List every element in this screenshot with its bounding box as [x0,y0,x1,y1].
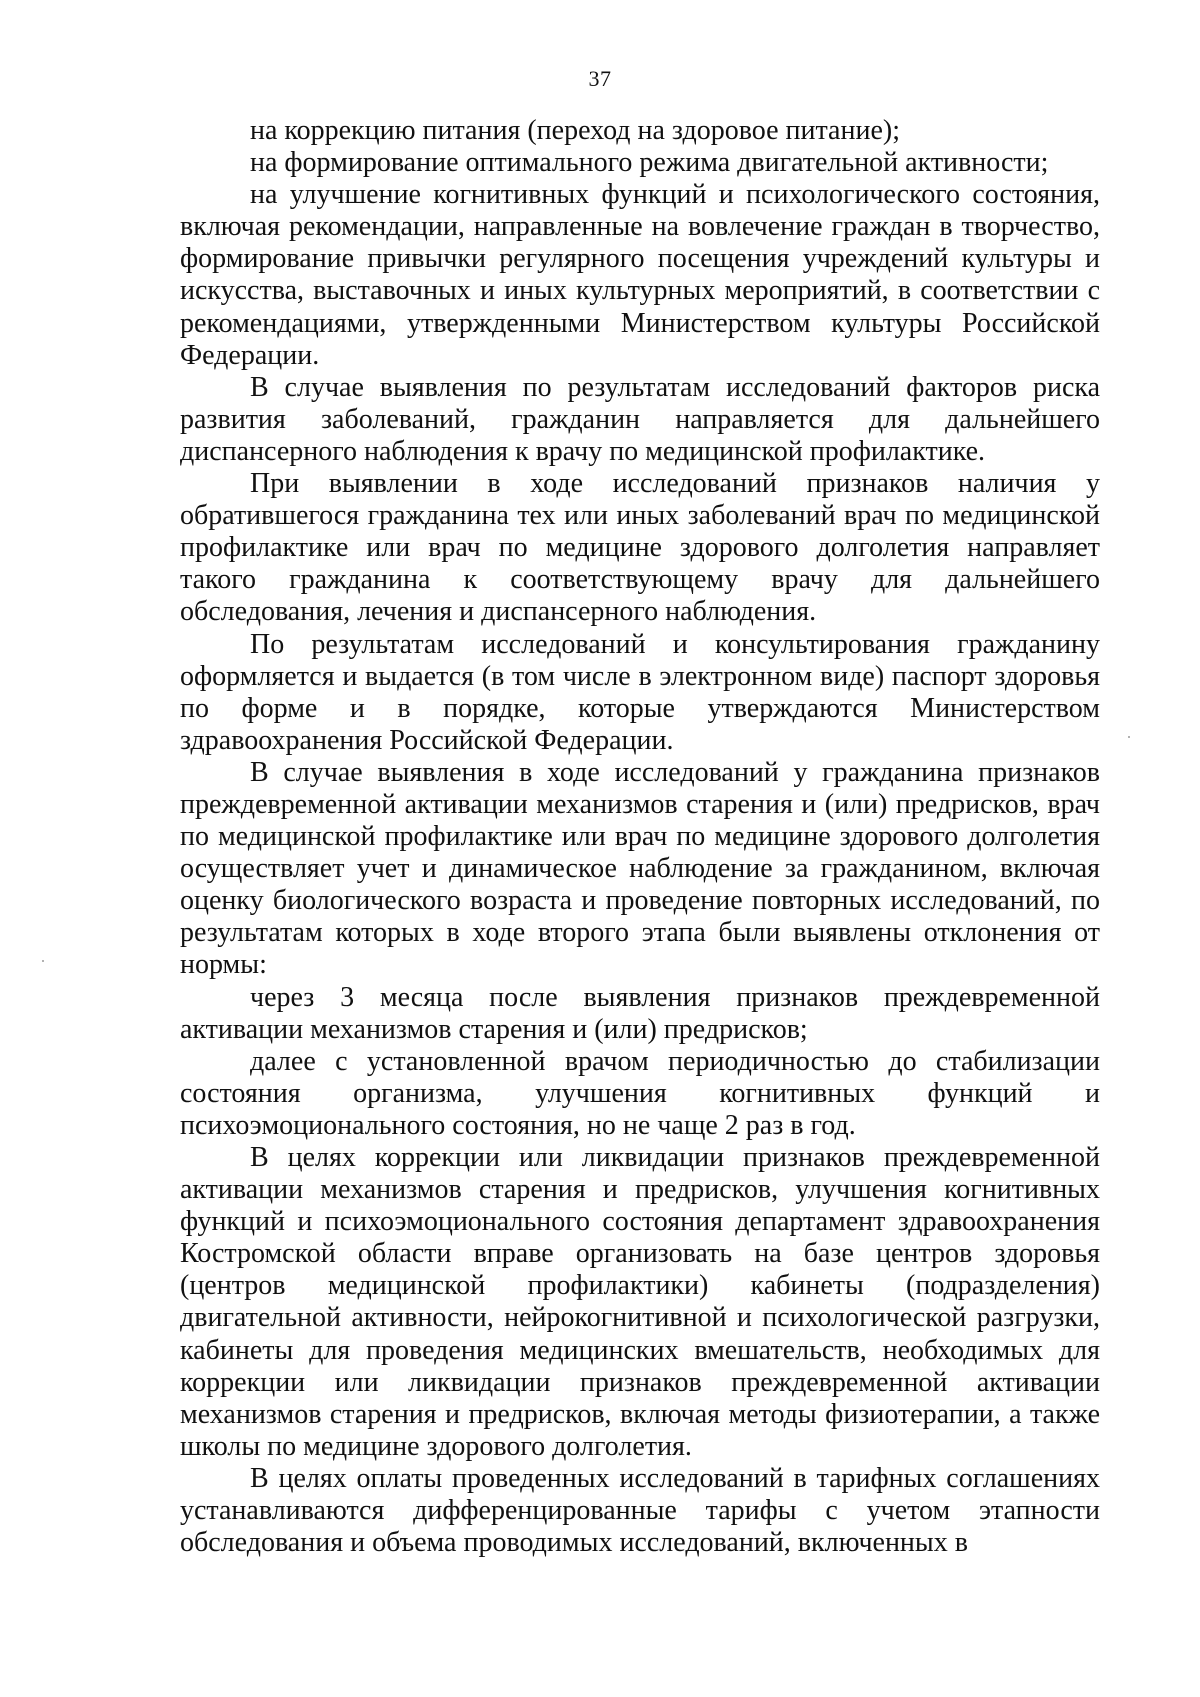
paragraph-tariffs: В целях оплаты проведенных исследований в тарифных соглашениях устанавливаются дифференцированные тарифы с учетом этапности обследования и объема проводимых исследований, включенных в [180,1462,1100,1559]
paragraph-periodicity: далее с установленной врачом периодичностью до стабилизации состояния организма, улучшения когнитивных функций и психоэмоционального состояния, но не чаще 2 раз в год. [180,1045,1100,1141]
paragraph-nutrition-correction: на коррекцию питания (переход на здоровое питание); [250,115,900,146]
paragraph-health-passport: По результатам исследований и консультирования гражданину оформляется и выдается (в том числе в электронном виде) паспорт здоровья по форме и в порядке, которые утверждаются Министерством здравоохранения Российской Федерации. [180,628,1100,756]
page-number: 37 [588,66,612,91]
paragraph-risk-factors: В случае выявления по результатам исследований факторов риска развития заболеваний, гражданин направляется для дальнейшего диспансерного наблюдения к врачу по медицинской профилактике. [180,371,1100,467]
paragraph-cognitive-functions: на улучшение когнитивных функций и психологического состояния, включая рекомендации, направленные на вовлечение граждан в творчество, формирование привычки регулярного посещения учреждений культуры и искусства, выставочных и иных культурных мероприятий, в соответствии с рекомендациями, утвержденными Министерством культуры Российской Федерации. [180,179,1100,371]
paragraph-physical-activity: на формирование оптимального режима двигательной активности; [250,147,1049,179]
body-text [180,115,1100,1559]
paragraph-correction-offices: В целях коррекции или ликвидации признаков преждевременной активации механизмов старения и предрисков, улучшения когнитивных функций и психоэмоционального состояния департамент здравоохранения Костромской области вправе организовать на базе центров здоровья (центров медицинской профилактики) кабинеты (подразделения) двигательной активности, нейрокогнитивной и психологической разгрузки, кабинеты для проведения медицинских вмешательств, необходимых для коррекции или ликвидации признаков преждевременной активации механизмов старения и предрисков, включая методы физиотерапии, а также школы по медицине здорового долголетия. [180,1142,1100,1462]
scan-speck [42,960,44,962]
paragraph-three-months: через 3 месяца после выявления признаков преждевременной активации механизмов старения и (или) предрисков; [180,981,1100,1045]
paragraph-disease-referral: При выявлении в ходе исследований признаков наличия у обратившегося гражданина тех или иных заболеваний врач по медицинской профилактике или врач по медицине здорового долголетия направляет такого гражданина к соответствующему врачу для дальнейшего обследования, лечения и диспансерного наблюдения. [180,468,1100,628]
paragraph-premature-aging: В случае выявления в ходе исследований у гражданина признаков преждевременной активации механизмов старения и (или) предрисков, врач по медицинской профилактике или врач по медицине здорового долголетия осуществляет учет и динамическое наблюдение за гражданином, включая оценку биологического возраста и проведение повторных исследований, по результатам которых в ходе второго этапа были выявлены отклонения от нормы: [180,756,1100,981]
scan-speck [1128,736,1130,738]
